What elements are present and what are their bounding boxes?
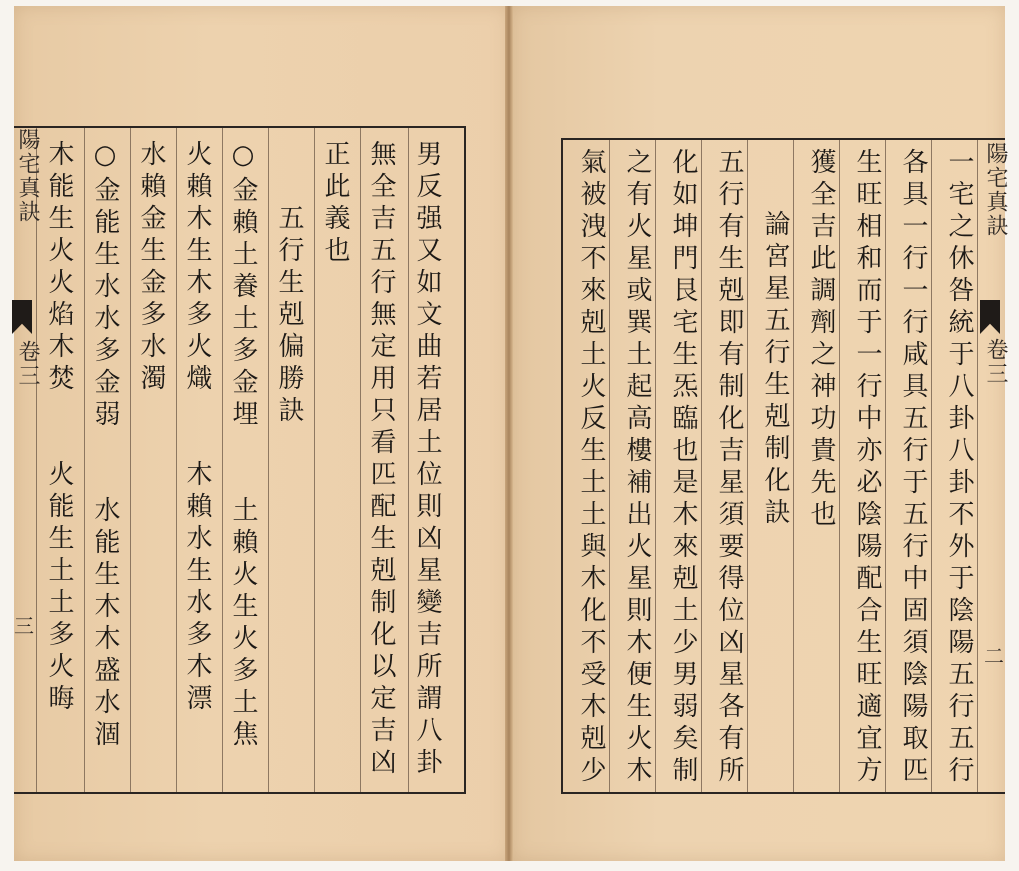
column-rule (609, 140, 610, 792)
right-page-number: 二 (984, 644, 1004, 668)
text-column: 男反强又如文曲若居土位則凶星變吉所謂八卦 (412, 140, 442, 780)
right-spine-volume: 卷三 (983, 338, 1008, 386)
left-spine-volume: 卷三 (15, 340, 40, 388)
column-rule (655, 140, 656, 792)
text-column: 之有火星或巽土起高樓補出火星則木便生火木 (622, 148, 652, 788)
text-column: 各具一行一行咸具五行于五行中固須陰陽取匹 (898, 148, 928, 788)
column-rule (268, 128, 269, 792)
text-column: 火賴木生木多火熾 木賴水生水多木漂 (182, 140, 212, 716)
column-rule (931, 140, 932, 792)
column-rule (839, 140, 840, 792)
text-column: ○金能生水水多金弱 水能生木木盛水涸 (90, 140, 120, 752)
text-column: 氣被洩不來剋土火反生土土與木化不受木剋少 (576, 148, 606, 788)
section-heading: 論宮星五行生剋制化訣 (760, 210, 790, 530)
column-rule (36, 128, 37, 792)
left-spine-title: 陽宅真訣 (15, 128, 40, 224)
left-page-number: 三 (14, 614, 34, 638)
column-rule (176, 128, 177, 792)
text-column: 無全吉五行無定用只看匹配生剋制化以定吉凶 (366, 140, 396, 780)
text-column: 水賴金生金多水濁 (136, 140, 166, 396)
book-gutter (505, 6, 513, 861)
text-column: 五行有生剋即有制化吉星須要得位凶星各有所 (714, 148, 744, 788)
column-rule (314, 128, 315, 792)
right-spine-title: 陽宅真訣 (983, 142, 1008, 238)
text-column: 化如坤門艮宅生炁臨也是木來剋土少男弱矣制 (668, 148, 698, 788)
column-rule (360, 128, 361, 792)
text-column: 生旺相和而于一行中亦必陰陽配合生旺適宜方 (852, 148, 882, 788)
text-column: ○金賴土養土多金埋 土賴火生火多土焦 (228, 140, 258, 752)
column-rule (84, 128, 85, 792)
column-rule (408, 128, 409, 792)
text-column: 一宅之休咎統于八卦八卦不外于陰陽五行五行 (944, 148, 974, 788)
column-rule (701, 140, 702, 792)
column-rule (885, 140, 886, 792)
column-rule (222, 128, 223, 792)
text-column: 獲全吉此調劑之神功貴先也 (806, 148, 836, 532)
section-heading: 五行生剋偏勝訣 (274, 204, 304, 428)
column-rule (747, 140, 748, 792)
text-column: 正此義也 (320, 140, 350, 268)
column-rule (793, 140, 794, 792)
column-rule (130, 128, 131, 792)
column-rule (977, 140, 978, 792)
text-column: 木能生火火焰木焚 火能生土土多火晦 (44, 140, 74, 716)
